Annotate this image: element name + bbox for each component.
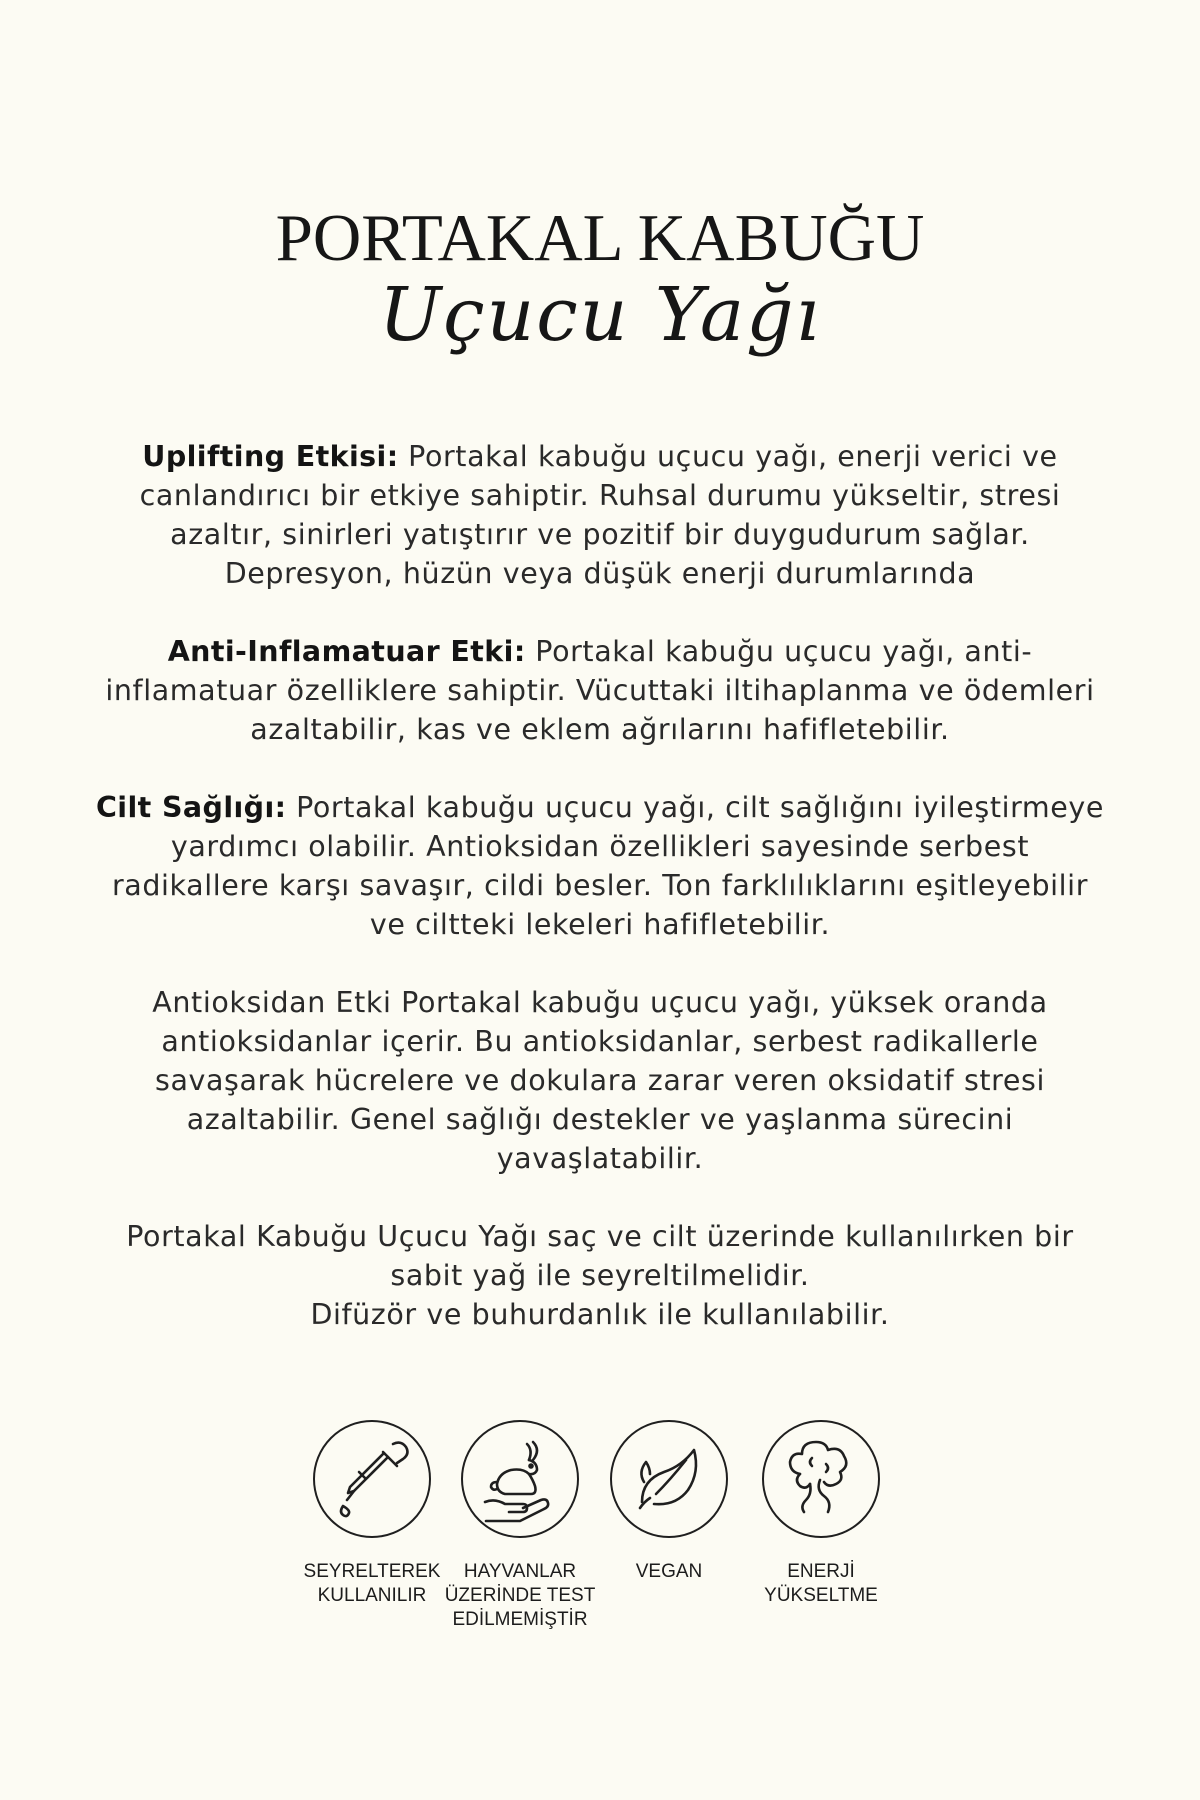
paragraph-antioxidant — [90, 983, 1110, 1178]
paragraph-text: Portakal kabuğu uçucu yağı, anti-inflamatuar özelliklere sahiptir. Vücuttaki iltihaplanma ve ödemleri azaltabilir, kas ve eklem ağrılarını hafifletebilir. — [105, 635, 1095, 746]
product-title: PORTAKAL KABUĞU — [275, 201, 925, 275]
paragraph-text: Portakal kabuğu uçucu yağı, cilt sağlığını iyileştirmeye yardımcı olabilir. Antioksidan özellikleri sayesinde serbest radikallere karşı savaşır, cildi besler. Ton farklılıklarını eşitleyebilir ve ciltteki lekeleri hafifletebilir. — [111, 791, 1105, 941]
badge-label-dilute: SEYRELTEREK KULLANILIR — [303, 1561, 441, 1606]
rabbit-hand-icon — [461, 1420, 579, 1538]
paragraph-text: Antioksidan Etki Portakal kabuğu uçucu yağı, yüksek oranda antioksidanlar içerir. Bu antioksidanlar, serbest radikallerle savaşarak hücrelere ve dokulara zarar veren oksidatif stresi azaltabilir. Genel sağlığı destekler ve yaşlanma sürecini yavaşlatabilir. — [152, 986, 1048, 1175]
badge-label-vegan: VEGAN — [635, 1561, 703, 1582]
paragraph-heading: Anti-Inflamatuar Etki: — [167, 635, 526, 668]
paragraph-text: Portakal Kabuğu Uçucu Yağı saç ve cilt üzerinde kullanılırken bir sabit yağ ile seyreltilmelidir. Difüzör ve buhurdanlık ile kullanılabilir. — [126, 1220, 1074, 1331]
paragraph-skin-health — [90, 788, 1110, 944]
leaf-icon — [610, 1420, 728, 1538]
paragraph-heading: Uplifting Etkisi: — [142, 440, 399, 473]
badge-label-cruelty-free: HAYVANLAR ÜZERİNDE TEST EDİLMEMİŞTİR — [444, 1561, 596, 1630]
badge-label-energy: ENERJİ YÜKSELTME — [764, 1561, 878, 1606]
vapor-icon — [762, 1420, 880, 1538]
paragraph-usage — [90, 1217, 1110, 1334]
paragraph-heading: Cilt Sağlığı: — [95, 791, 287, 824]
paragraph-anti-inflammatory — [90, 632, 1110, 749]
product-subtitle: Uçucu Yağı — [378, 272, 822, 358]
paragraph-text: Portakal kabuğu uçucu yağı, enerji verici ve canlandırıcı bir etkiye sahiptir. Ruhsal durumu yükseltir, stresi azaltır, sinirleri yatıştırır ve pozitif bir duygudurum sağlar. Depresyon, hüzün veya düşük enerji durumlarında — [139, 440, 1061, 590]
dropper-icon — [313, 1420, 431, 1538]
description-body — [90, 437, 1110, 1373]
paragraph-uplifting — [90, 437, 1110, 593]
